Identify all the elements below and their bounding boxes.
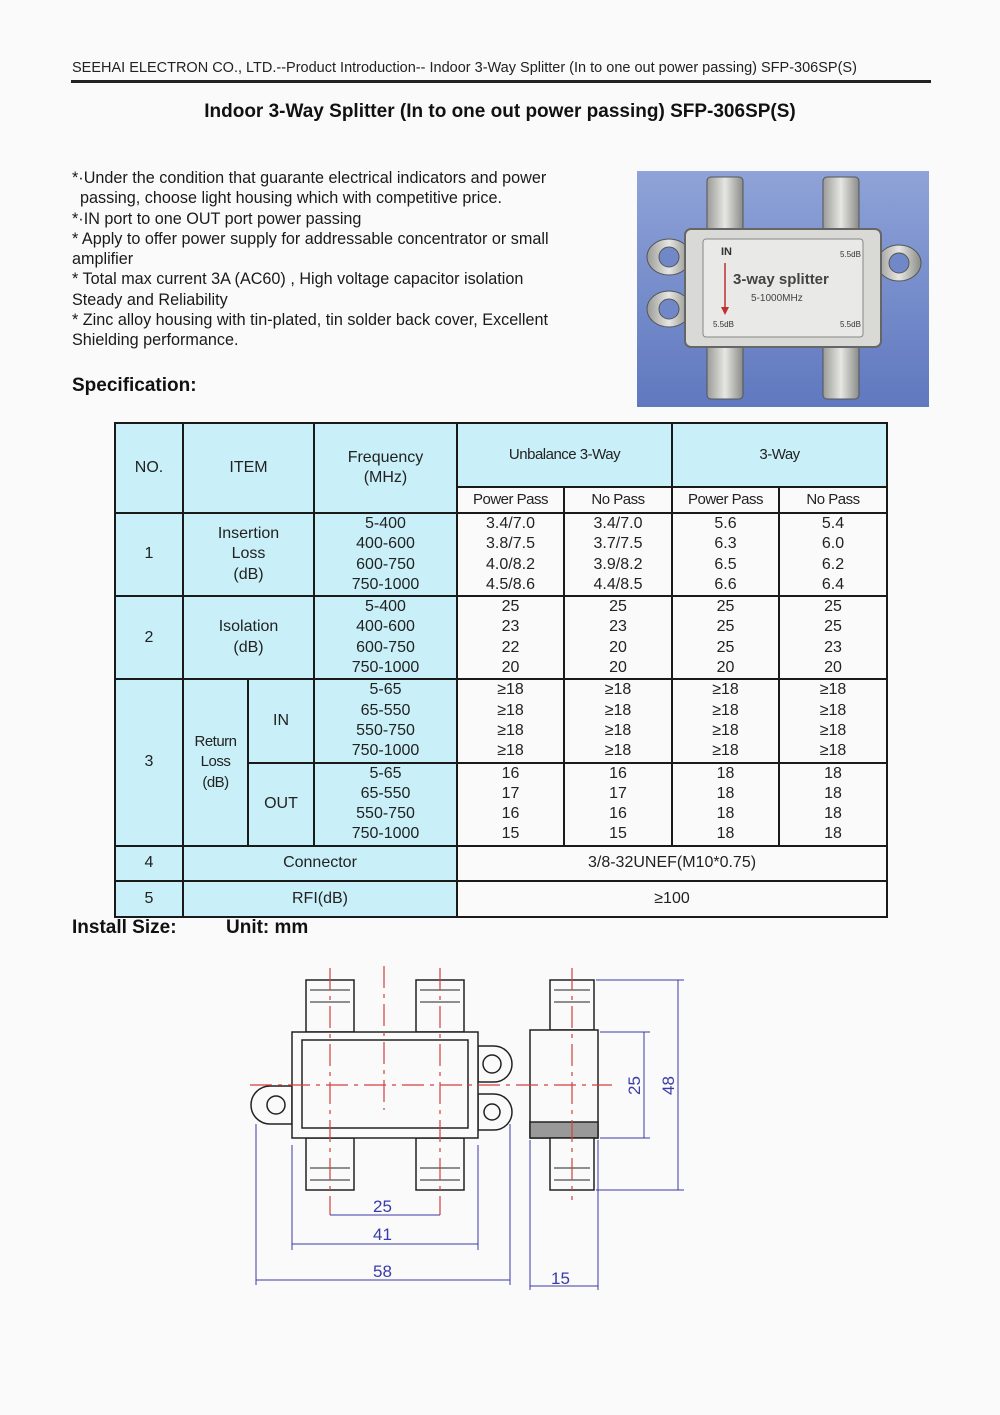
cell-line: 550-750 xyxy=(356,721,415,739)
cell-line: 25 xyxy=(609,598,627,616)
row-no: 1 xyxy=(115,513,183,596)
cell-line: 5-400 xyxy=(365,515,406,532)
cell-line: 6.4 xyxy=(821,575,845,593)
cell-line: 65-550 xyxy=(360,784,411,802)
cell-line: 18 xyxy=(824,805,842,823)
photo-label-name: 3-way splitter xyxy=(733,271,829,288)
cell-value xyxy=(779,513,887,596)
page-header: SEEHAI ELECTRON CO., LTD.--Product Introduction-- Indoor 3-Way Splitter (In to one out power passing) SFP-306SP(S) xyxy=(72,60,857,76)
cell-line: 25 xyxy=(824,618,842,636)
dim-v48: 48 xyxy=(659,1076,678,1095)
feature-line: * Total max current 3A (AC60) , High voltage capacitor isolation xyxy=(72,270,524,289)
cell-line: 16 xyxy=(501,805,520,823)
feature-line: Steady and Reliability xyxy=(72,290,228,309)
header-no-pass: No Pass xyxy=(564,487,672,513)
cell-line: ≥18 xyxy=(604,742,632,760)
spec-table xyxy=(114,422,888,918)
cell-line: 25 xyxy=(824,598,842,616)
feature-line: *·IN port to one OUT port power passing xyxy=(72,209,362,228)
specification-heading: Specification: xyxy=(72,375,197,396)
cell-line: 15 xyxy=(609,825,627,843)
cell-line: 750-1000 xyxy=(351,659,420,677)
header-unbalance: Unbalance 3-Way xyxy=(457,423,672,487)
row-no: 2 xyxy=(115,596,183,679)
cell-value xyxy=(457,513,564,596)
cell-line: 3.9/8.2 xyxy=(593,555,643,573)
cell-line: ≥18 xyxy=(712,701,739,719)
cell-line: Loss xyxy=(231,545,266,563)
cell-line: ≥18 xyxy=(497,681,524,699)
header-rule xyxy=(71,80,931,83)
cell-value xyxy=(672,513,779,596)
cell-value xyxy=(672,596,779,679)
cell-line: 25 xyxy=(716,638,735,656)
row-item xyxy=(183,596,314,679)
feature-line: amplifier xyxy=(72,250,134,269)
row-no: 4 xyxy=(115,846,183,881)
dim-v25: 25 xyxy=(625,1076,644,1095)
cell-line: 400-600 xyxy=(356,618,415,636)
cell-line: 3.7/7.5 xyxy=(593,535,643,553)
row-frequency xyxy=(314,513,457,596)
cell-value xyxy=(779,763,887,846)
cell-line: 550-750 xyxy=(356,805,415,823)
port-out-label: OUT xyxy=(248,763,314,846)
cell-value xyxy=(457,679,564,762)
cell-value xyxy=(672,763,779,846)
cell-line: 3.4/7.0 xyxy=(593,515,643,532)
cell-line: ≥18 xyxy=(819,742,847,760)
cell-line: 18 xyxy=(824,825,842,843)
dim-58: 58 xyxy=(373,1262,392,1281)
feature-line: Shielding performance. xyxy=(72,331,239,350)
cell-line: 23 xyxy=(501,618,520,636)
cell-line: 25 xyxy=(716,598,735,616)
cell-line: (dB) xyxy=(233,638,264,656)
cell-line: 4.4/8.5 xyxy=(593,575,643,593)
row-frequency xyxy=(314,763,457,846)
cell-line: ≥18 xyxy=(604,681,632,699)
cell-line: 5-65 xyxy=(369,681,402,699)
feature-list xyxy=(72,168,632,351)
cell-line: ≥18 xyxy=(819,681,847,699)
cell-line: ≥18 xyxy=(712,721,739,739)
header-power-pass: Power Pass xyxy=(672,487,779,513)
install-size-drawing xyxy=(240,960,700,1290)
cell-line: ≥18 xyxy=(604,721,632,739)
header-no-pass: No Pass xyxy=(779,487,887,513)
connector-value: 3/8-32UNEF(M10*0.75) xyxy=(457,846,887,881)
row-item: RFI(dB) xyxy=(183,881,457,917)
cell-line: 17 xyxy=(609,784,627,802)
cell-line: Return xyxy=(194,733,237,751)
cell-line: Loss xyxy=(200,753,231,771)
cell-line: 6.5 xyxy=(714,555,737,573)
cell-line: ≥18 xyxy=(819,701,847,719)
row-no: 3 xyxy=(115,679,183,845)
cell-line: ≥18 xyxy=(712,742,739,760)
cell-line: 400-600 xyxy=(356,535,415,553)
dim-15: 15 xyxy=(551,1269,570,1288)
header-3way: 3-Way xyxy=(672,423,887,487)
cell-line: (dB) xyxy=(202,773,229,791)
header-item: ITEM xyxy=(183,423,314,513)
cell-line: 6.0 xyxy=(821,535,845,553)
cell-line: ≥18 xyxy=(497,701,524,719)
cell-line: Frequency xyxy=(347,448,424,466)
cell-line: 25 xyxy=(501,598,520,616)
cell-value xyxy=(564,596,672,679)
feature-line: * Apply to offer power supply for addressable concentrator or small xyxy=(72,229,549,248)
install-unit: Unit: mm xyxy=(226,917,309,938)
cell-line: Isolation xyxy=(218,618,279,636)
row-item: Connector xyxy=(183,846,457,881)
cell-line: 18 xyxy=(824,784,842,802)
cell-line: 18 xyxy=(716,805,735,823)
cell-line: 16 xyxy=(609,805,627,823)
cell-line: ≥18 xyxy=(497,742,524,760)
cell-value xyxy=(457,763,564,846)
dim-25: 25 xyxy=(373,1197,392,1216)
cell-line: 5-65 xyxy=(369,764,402,782)
cell-line: 20 xyxy=(501,659,520,677)
photo-label-db: 5.5dB xyxy=(713,320,734,329)
cell-value xyxy=(672,679,779,762)
feature-line: * Zinc alloy housing with tin-plated, tin solder back cover, Excellent xyxy=(72,311,548,330)
photo-label-freq: 5-1000MHz xyxy=(751,293,803,304)
cell-line: ≥18 xyxy=(497,721,524,739)
cell-line: 5-400 xyxy=(365,598,406,616)
cell-line: 750-1000 xyxy=(351,825,420,843)
cell-line: 18 xyxy=(716,825,735,843)
row-no: 5 xyxy=(115,881,183,917)
cell-value xyxy=(457,596,564,679)
cell-line: 5.4 xyxy=(821,515,845,532)
cell-value xyxy=(564,513,672,596)
cell-line: 4.5/8.6 xyxy=(486,575,535,593)
cell-line: 18 xyxy=(716,784,735,802)
cell-line: 6.6 xyxy=(714,575,737,593)
cell-line: ≥18 xyxy=(604,701,632,719)
cell-line: 20 xyxy=(609,659,627,677)
feature-line: passing, choose light housing which with competitive price. xyxy=(80,189,502,208)
feature-line: *·Under the condition that guarante electrical indicators and power xyxy=(72,169,547,187)
cell-value xyxy=(779,679,887,762)
row-frequency xyxy=(314,679,457,762)
cell-value xyxy=(564,679,672,762)
cell-line: 22 xyxy=(501,638,520,656)
cell-line: 16 xyxy=(501,764,520,782)
cell-line: 600-750 xyxy=(356,638,415,656)
cell-line: 16 xyxy=(609,764,627,782)
cell-line: 17 xyxy=(501,784,520,802)
rfi-value: ≥100 xyxy=(457,881,887,917)
cell-line: 65-550 xyxy=(360,701,411,719)
port-in-label: IN xyxy=(248,679,314,762)
document-title: Indoor 3-Way Splitter (In to one out power passing) SFP-306SP(S) xyxy=(204,101,796,122)
cell-line: 3.8/7.5 xyxy=(486,535,535,553)
product-photo xyxy=(637,171,929,407)
row-frequency xyxy=(314,596,457,679)
cell-line: 750-1000 xyxy=(351,575,420,593)
photo-label-db: 5.5dB xyxy=(840,320,861,329)
cell-line: 750-1000 xyxy=(351,742,420,760)
row-item xyxy=(183,679,248,845)
cell-line: 5.6 xyxy=(714,515,737,532)
cell-line: 4.0/8.2 xyxy=(486,555,535,573)
cell-line: 25 xyxy=(716,618,735,636)
cell-line: 20 xyxy=(824,659,842,677)
cell-line: 23 xyxy=(609,618,627,636)
cell-line: 18 xyxy=(824,764,842,782)
cell-line: 15 xyxy=(501,825,520,843)
cell-value xyxy=(779,596,887,679)
cell-line: ≥18 xyxy=(712,681,739,699)
cell-line: 18 xyxy=(716,764,735,782)
cell-line: 20 xyxy=(716,659,735,677)
header-frequency xyxy=(314,423,457,513)
photo-label-in: IN xyxy=(721,246,732,258)
cell-line: 20 xyxy=(609,638,627,656)
cell-line: 3.4/7.0 xyxy=(486,515,535,532)
cell-line: 6.2 xyxy=(821,555,845,573)
cell-line: 600-750 xyxy=(356,555,415,573)
dim-41: 41 xyxy=(373,1225,392,1244)
install-size-heading: Install Size: xyxy=(72,917,177,938)
cell-line: 6.3 xyxy=(714,535,737,553)
row-item xyxy=(183,513,314,596)
photo-label-db: 5.5dB xyxy=(840,250,861,259)
cell-line: ≥18 xyxy=(819,721,847,739)
cell-line: 23 xyxy=(824,638,842,656)
header-power-pass: Power Pass xyxy=(457,487,564,513)
cell-line: (dB) xyxy=(233,565,264,583)
header-no: NO. xyxy=(115,423,183,513)
cell-line: Insertion xyxy=(217,525,280,543)
cell-value xyxy=(564,763,672,846)
cell-line: (MHz) xyxy=(363,469,408,486)
